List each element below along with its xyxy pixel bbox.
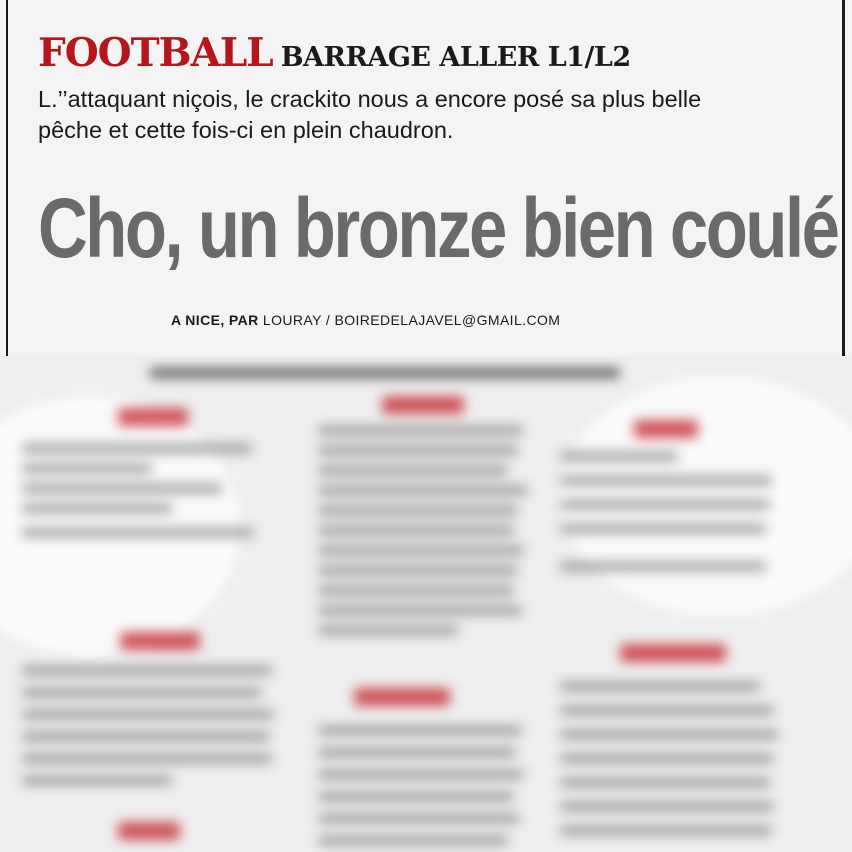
blurred-text-line [560, 682, 760, 691]
blurred-strapline [150, 368, 620, 378]
blurred-text-line [318, 486, 528, 495]
blurred-text-line [318, 506, 518, 515]
blurred-text-line [22, 464, 152, 473]
blurred-text-line [318, 426, 523, 435]
blurred-text-line [318, 814, 520, 823]
blurred-text-line [318, 466, 508, 475]
blur-glow [560, 376, 852, 616]
blurred-subheading [120, 632, 200, 650]
blurred-text-line [22, 444, 252, 453]
blurred-text-line [560, 706, 774, 715]
blurred-text-line [560, 778, 770, 787]
lede-line-2: pêche et cette fois-ci en plein chaudron. [38, 117, 454, 143]
blurred-text-line [560, 524, 766, 533]
blurred-text-line [318, 546, 524, 555]
blurred-text-line [560, 754, 774, 763]
blurred-text-line [318, 626, 458, 635]
byline-author-email: LOURAY / BOIREDELAJAVEL@GMAIL.COM [258, 312, 561, 328]
blurred-text-line [318, 836, 508, 845]
blurred-text-line [318, 526, 514, 535]
blurred-text-line [22, 484, 222, 493]
blurred-text-line [560, 476, 772, 485]
blurred-text-line [318, 446, 518, 455]
blurred-text-line [22, 666, 272, 675]
blurred-subheading [118, 822, 180, 840]
blurred-text-line [560, 562, 766, 571]
blurred-text-line [318, 726, 522, 735]
blurred-text-line [318, 586, 514, 595]
blur-glow [0, 396, 240, 656]
blurred-subheading [118, 408, 188, 426]
blurred-text-line [22, 732, 270, 741]
blurred-text-line [22, 688, 262, 697]
blurred-text-line [318, 770, 524, 779]
blurred-text-line [560, 500, 770, 509]
blurred-subheading [620, 644, 726, 662]
blurred-content [0, 356, 852, 852]
blurred-text-line [318, 748, 516, 757]
blurred-text-line [22, 776, 172, 785]
article-lede [38, 84, 758, 146]
blurred-subheading [354, 688, 450, 706]
section-kicker: FOOTBALL [38, 30, 273, 76]
lede-line-1: L.’’attaquant niçois, le crackito nous a encore posé sa plus belle [38, 86, 702, 112]
blurred-text-line [560, 802, 774, 811]
section-subkicker: BARRAGE ALLER L1/L2 [280, 42, 631, 73]
article-headline: Cho, un bronze bien coulé [38, 181, 838, 275]
blurred-subheading [382, 396, 464, 414]
blurred-text-line [22, 710, 274, 719]
kicker-row [38, 30, 631, 76]
blurred-text-line [318, 606, 522, 615]
blurred-text-line [22, 504, 172, 513]
blurred-text-line [22, 528, 254, 537]
blurred-text-line [560, 452, 678, 461]
blurred-text-line [318, 566, 518, 575]
byline-location: A NICE, PAR [171, 312, 259, 328]
article-header [0, 0, 852, 356]
blurred-subheading [634, 420, 698, 438]
article-byline [171, 312, 560, 328]
blurred-text-line [22, 754, 272, 763]
frame-right-rule [842, 0, 845, 356]
blurred-article-body [0, 356, 852, 852]
frame-left-rule [6, 0, 8, 356]
blurred-text-line [560, 730, 778, 739]
blurred-text-line [318, 792, 514, 801]
blurred-text-line [560, 826, 772, 835]
